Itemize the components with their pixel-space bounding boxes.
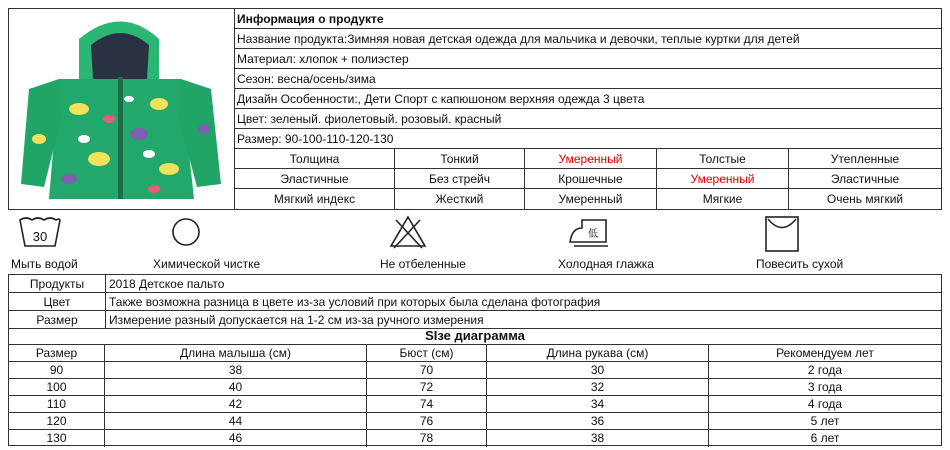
info-row: Сезон: весна/осень/зима	[235, 69, 941, 89]
dry-clean-icon	[168, 214, 204, 250]
size-cell: 36	[487, 413, 709, 430]
property-cell: Эластичные	[789, 169, 941, 189]
care-item-cool-iron	[556, 210, 676, 272]
size-cell: 90	[9, 362, 105, 379]
property-cell: Умеренный	[525, 189, 657, 209]
property-cell: Тонкий	[395, 149, 525, 169]
size-cell: 46	[105, 430, 367, 447]
property-cell: Толщина	[235, 149, 395, 169]
care-label: Мыть водой	[11, 257, 78, 271]
care-item-no-bleach	[368, 210, 488, 272]
size-cell: 5 лет	[709, 413, 941, 430]
size-header: Бюст (см)	[367, 345, 487, 362]
table-row	[9, 430, 941, 447]
care-instructions	[8, 210, 942, 272]
size-cell: 38	[105, 362, 367, 379]
table-row	[9, 379, 941, 396]
size-cell: 100	[9, 379, 105, 396]
size-cell: 78	[367, 430, 487, 447]
care-item-hang-dry	[752, 210, 872, 272]
size-header: Рекомендуем лет	[709, 345, 941, 362]
notes-value: Измерение разный допускается на 1-2 см из-за ручного измерения	[109, 313, 484, 327]
size-header-row	[9, 345, 941, 362]
size-cell: 40	[105, 379, 367, 396]
size-cell: 42	[105, 396, 367, 413]
table-row	[9, 413, 941, 430]
notes-label: Продукты	[9, 275, 106, 292]
size-cell: 6 лет	[810, 431, 840, 445]
info-row: Название продукта:Зимняя новая детская одежда для мальчика и девочки, теплые куртки для детей	[235, 29, 941, 49]
size-cell: 3 года	[709, 379, 941, 396]
info-title: Информация о продукте	[235, 9, 941, 29]
notes-label: Цвет	[9, 293, 106, 310]
property-cell-highlighted: Умеренный	[657, 169, 789, 189]
property-cell: Толстые	[657, 149, 789, 169]
size-cell: 72	[367, 379, 487, 396]
size-cell: 74	[367, 396, 487, 413]
size-cell: 44	[105, 413, 367, 430]
wash-30-icon	[18, 214, 62, 250]
notes-row	[9, 275, 941, 293]
property-cell: Эластичные	[235, 169, 395, 189]
property-cell: Крошечные	[525, 169, 657, 189]
size-header: Размер	[9, 345, 105, 362]
property-cell: Утепленные	[789, 149, 941, 169]
property-cell: Без стрейч	[395, 169, 525, 189]
size-cell: 34	[487, 396, 709, 413]
size-cell: 130	[9, 430, 105, 447]
wash-temp: 30	[32, 229, 48, 244]
notes-row	[9, 293, 941, 311]
notes-row	[9, 311, 941, 329]
size-chart-title: SIзе диаграмма	[8, 328, 942, 344]
size-chart-table	[8, 344, 942, 446]
iron-level: 低	[588, 229, 598, 240]
table-row	[9, 362, 941, 379]
product-notes-table	[8, 274, 942, 328]
property-cell-highlighted: Умеренный	[525, 149, 657, 169]
size-cell: 38	[487, 430, 709, 447]
property-cell: Мягкие	[657, 189, 789, 209]
product-info-table	[235, 9, 941, 209]
size-cell: 70	[367, 362, 487, 379]
size-cell: 32	[487, 379, 709, 396]
hang-dry-icon	[762, 214, 802, 254]
care-label: Повесить сухой	[756, 257, 844, 271]
size-cell: 30	[487, 362, 709, 379]
jacket-image	[9, 9, 235, 209]
size-header: Длина малыша (см)	[105, 345, 367, 362]
size-cell: 110	[9, 396, 105, 413]
size-cell: 76	[367, 413, 487, 430]
size-cell: 4 года	[709, 396, 941, 413]
care-item-wash	[8, 210, 118, 272]
info-row: Цвет: зеленый. фиолетовый. розовый. красный	[235, 109, 941, 129]
size-cell: 2 года	[709, 362, 941, 379]
care-label: Не отбеленные	[380, 257, 466, 271]
size-header: Длина рукава (см)	[487, 345, 709, 362]
info-row: Размер: 90-100-110-120-130	[235, 129, 941, 149]
info-row: Дизайн Особенности:, Дети Спорт с капюшоном верхняя одежда 3 цвета	[235, 89, 941, 109]
notes-value: Также возможна разница в цвете из-за условий при которых была сделана фотография	[109, 295, 601, 309]
table-row	[9, 396, 941, 413]
no-bleach-icon	[388, 214, 428, 250]
care-label: Химической чистке	[153, 257, 261, 271]
property-cell: Мягкий индекс	[235, 189, 395, 209]
property-cell: Очень мягкий	[826, 192, 904, 206]
properties-grid	[235, 149, 941, 209]
product-photo	[9, 9, 235, 209]
notes-label: Размер	[9, 311, 106, 328]
notes-value: 2018 Детское пальто	[109, 277, 225, 291]
info-row: Материал: хлопок + полиэстер	[235, 49, 941, 69]
size-cell: 120	[9, 413, 105, 430]
iron-icon	[566, 214, 614, 250]
product-info-section	[8, 8, 942, 210]
care-item-dry-clean	[148, 210, 278, 272]
care-label: Холодная глажка	[558, 257, 654, 271]
property-cell: Жесткий	[395, 189, 525, 209]
